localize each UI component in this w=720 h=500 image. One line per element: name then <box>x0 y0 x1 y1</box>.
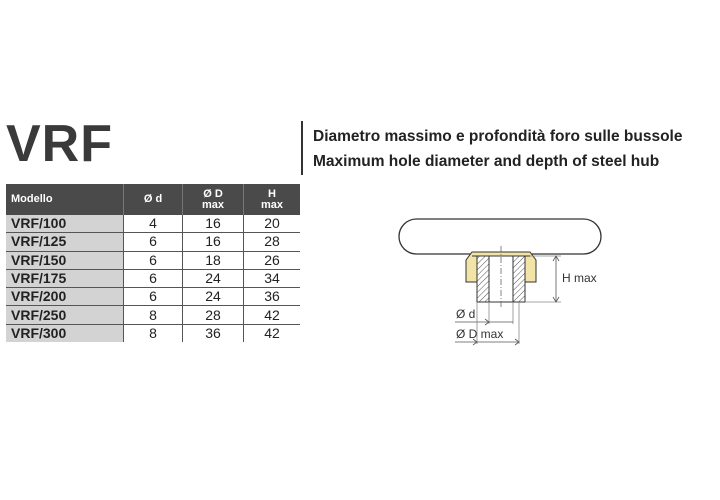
cell-H: 42 <box>264 324 280 341</box>
label-d: Ø d <box>456 307 476 321</box>
header-H-label: H <box>268 187 276 200</box>
cell-model: VRF/175 <box>6 269 124 287</box>
cell-d: 6 <box>124 269 183 287</box>
cell-D: 24 <box>183 269 244 287</box>
cell-D: 16 <box>183 215 244 233</box>
cell-model: VRF/100 <box>6 215 124 233</box>
cell-d: 6 <box>124 288 183 306</box>
cell-model: VRF/200 <box>6 288 124 306</box>
cell-D: 18 <box>183 251 244 269</box>
cell-model: VRF/150 <box>6 251 124 269</box>
cell-H: 20 <box>244 215 301 233</box>
cell-D: 24 <box>183 288 244 306</box>
header-D-max-label: max <box>201 198 225 211</box>
cell-H: 28 <box>244 233 301 251</box>
header-d: Ø d <box>124 184 183 215</box>
label-h-max: H max <box>562 271 597 285</box>
cell-H: 42 <box>244 306 301 324</box>
cell-H: 36 <box>244 288 301 306</box>
cell-d: 4 <box>124 215 183 233</box>
cell-d: 8 <box>124 324 183 342</box>
description-italian: Diametro massimo e profondità foro sulle bussole <box>313 128 683 145</box>
cell-H: 34 <box>244 269 301 287</box>
cell-d: 6 <box>124 233 183 251</box>
description-english: Maximum hole diameter and depth of steel hub <box>313 153 660 170</box>
cell-D: 28 <box>183 306 244 324</box>
header-D-label: Ø D <box>203 187 223 200</box>
product-title: VRF <box>6 115 113 173</box>
cell-model: VRF/250 <box>6 306 124 324</box>
cell-D: 16 <box>183 233 244 251</box>
header-H-max-label: max <box>260 198 284 211</box>
cell-model: VRF/125 <box>6 233 124 251</box>
cell-d: 8 <box>124 306 183 324</box>
header-model: Modello <box>6 184 124 215</box>
cell-model: VRF/300 <box>6 324 124 342</box>
cell-D: 36 <box>183 324 244 342</box>
label-D-max: Ø D max <box>456 327 504 341</box>
cell-H: 26 <box>244 251 301 269</box>
cell-d: 6 <box>124 251 183 269</box>
handwheel-rim <box>399 219 601 254</box>
